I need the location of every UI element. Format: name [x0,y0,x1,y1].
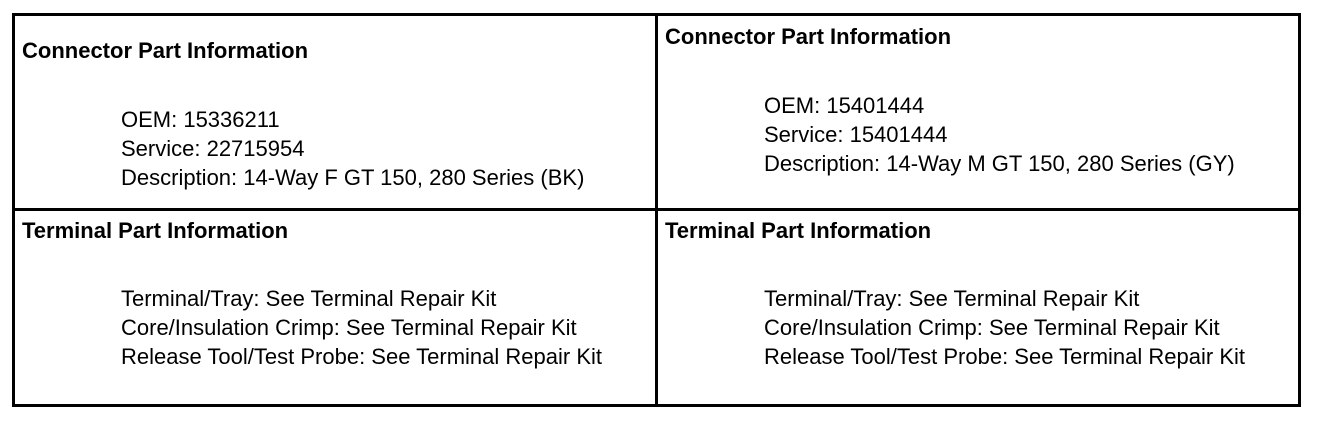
terminal-tray-right: Terminal/Tray: See Terminal Repair Kit [764,286,1140,311]
oem-number-right: OEM: 15401444 [764,93,925,118]
service-number-right: Service: 15401444 [764,122,948,147]
terminal-tray-left: Terminal/Tray: See Terminal Repair Kit [121,286,497,311]
release-tool-left: Release Tool/Test Probe: See Terminal Repair Kit [121,344,602,369]
terminal-heading-left: Terminal Part Information [22,218,289,243]
service-number-left: Service: 22715954 [121,136,305,161]
terminal-details-right [764,284,1294,371]
core-insulation-crimp-right: Core/Insulation Crimp: See Terminal Repair Kit [764,315,1220,340]
connector-info-table [12,13,1301,407]
connector-details-left [121,105,651,192]
core-insulation-crimp-left: Core/Insulation Crimp: See Terminal Repair Kit [121,315,577,340]
connector-info-cell-right [658,16,1298,211]
oem-number-left: OEM: 15336211 [121,107,280,132]
connector-details-right [764,91,1294,178]
connector-heading-right: Connector Part Information [665,24,952,49]
connector-heading-left: Connector Part Information [22,38,309,63]
release-tool-right: Release Tool/Test Probe: See Terminal Repair Kit [764,344,1245,369]
connector-info-cell-left [15,16,658,211]
terminal-heading-right: Terminal Part Information [665,218,932,243]
terminal-info-cell-right [658,211,1298,404]
description-right: Description: 14-Way M GT 150, 280 Series (GY) [764,151,1235,176]
terminal-details-left [121,284,651,371]
description-left: Description: 14-Way F GT 150, 280 Series (BK) [121,165,585,190]
terminal-info-cell-left [15,211,658,404]
